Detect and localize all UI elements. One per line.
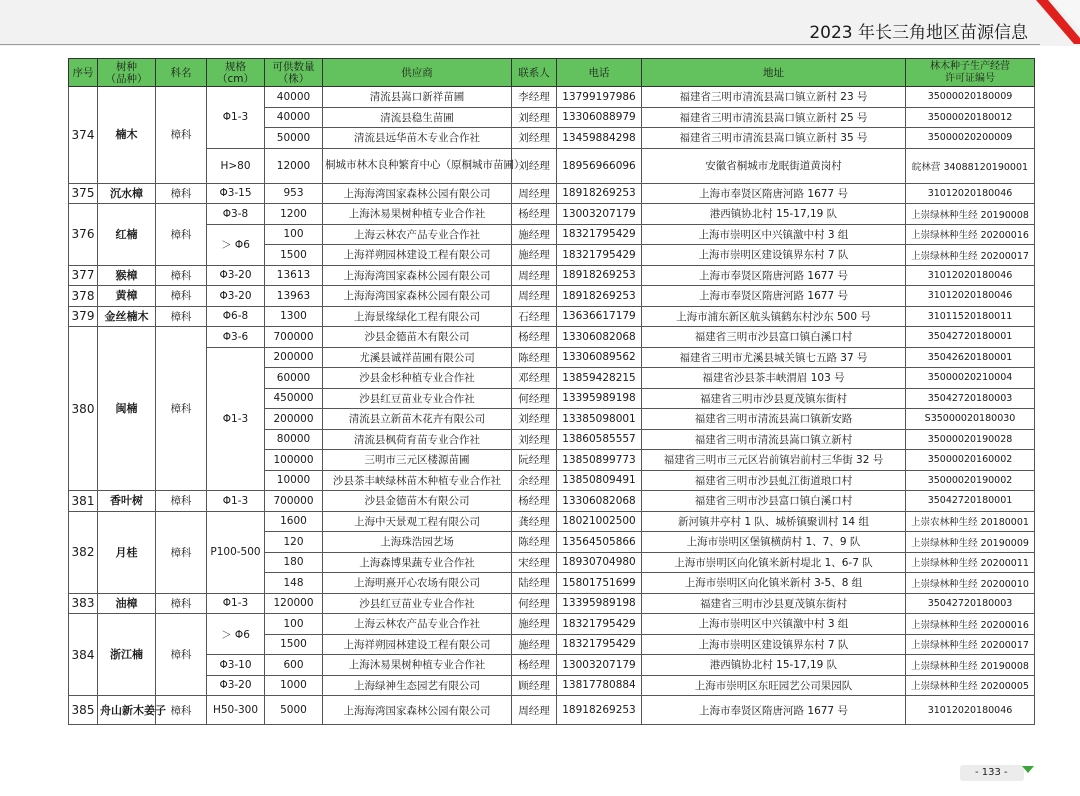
table-row <box>69 286 1035 307</box>
cell-quantity: 40000 <box>265 87 323 108</box>
nursery-table <box>68 58 1035 725</box>
cell-quantity: 180 <box>265 552 323 573</box>
cell-tree-species: 红楠 <box>98 204 156 266</box>
cell-spec: Φ3-20 <box>207 675 265 696</box>
cell-row-no: 375 <box>69 183 98 204</box>
cell-spec: Φ3-10 <box>207 655 265 676</box>
cell-phone: 13636617179 <box>557 306 642 327</box>
cell-family: 樟科 <box>156 593 207 614</box>
cell-contact: 陈经理 <box>512 347 557 368</box>
cell-phone: 13306082068 <box>557 327 642 348</box>
col-header-license: 林木种子生产经营 许可证编号 <box>906 59 1035 87</box>
cell-supplier: 沙县红豆苗业专业合作社 <box>323 593 512 614</box>
cell-phone: 13003207179 <box>557 204 642 225</box>
cell-license: 上崇绿林种生经 20190009 <box>906 532 1035 553</box>
cell-license: 上崇绿林种生经 20190008 <box>906 655 1035 676</box>
cell-address: 上海市奉贤区隋唐河路 1677 号 <box>642 696 906 725</box>
cell-row-no: 374 <box>69 87 98 184</box>
cell-contact: 陆经理 <box>512 573 557 594</box>
cell-license: 31012020180046 <box>906 286 1035 307</box>
cell-supplier: 上海珠浩园艺场 <box>323 532 512 553</box>
cell-license: 上崇绿林种生经 20200016 <box>906 224 1035 245</box>
cell-address: 安徽省桐城市龙眠街道黄岗村 <box>642 148 906 183</box>
cell-license: 31012020180046 <box>906 696 1035 725</box>
cell-row-no: 381 <box>69 491 98 512</box>
cell-phone: 13306088979 <box>557 107 642 128</box>
cell-address: 福建省三明市沙县夏茂镇东街村 <box>642 593 906 614</box>
cell-contact: 施经理 <box>512 224 557 245</box>
cell-tree-species: 沉水樟 <box>98 183 156 204</box>
cell-address: 福建省三明市尤溪县城关镇七五路 37 号 <box>642 347 906 368</box>
col-header-phone: 电话 <box>557 59 642 87</box>
table-row <box>69 614 1035 635</box>
cell-supplier: 上海海湾国家森林公园有限公司 <box>323 696 512 725</box>
cell-contact: 石经理 <box>512 306 557 327</box>
table-row <box>69 224 1035 245</box>
col-header-family: 科名 <box>156 59 207 87</box>
cell-quantity: 450000 <box>265 388 323 409</box>
cell-family: 樟科 <box>156 696 207 725</box>
cell-license: 35000020200009 <box>906 128 1035 149</box>
cell-contact: 周经理 <box>512 265 557 286</box>
cell-quantity: 1600 <box>265 511 323 532</box>
cell-license: 上崇农林种生经 20180001 <box>906 511 1035 532</box>
cell-phone: 13003207179 <box>557 655 642 676</box>
cell-quantity: 80000 <box>265 429 323 450</box>
cell-address: 福建省三明市沙县富口镇白溪口村 <box>642 491 906 512</box>
cell-phone: 18918269253 <box>557 286 642 307</box>
cell-quantity: 120 <box>265 532 323 553</box>
cell-family: 樟科 <box>156 614 207 696</box>
cell-supplier: 沙县红豆苗业专业合作社 <box>323 388 512 409</box>
table-row <box>69 183 1035 204</box>
cell-quantity: 10000 <box>265 470 323 491</box>
cell-phone: 13859428215 <box>557 368 642 389</box>
cell-family: 樟科 <box>156 286 207 307</box>
cell-license: 35042620180001 <box>906 347 1035 368</box>
cell-row-no: 377 <box>69 265 98 286</box>
cell-license: 35000020190002 <box>906 470 1035 491</box>
table-row <box>69 327 1035 348</box>
cell-address: 福建省三明市清流县嵩口镇新安路 <box>642 409 906 430</box>
cell-phone: 15801751699 <box>557 573 642 594</box>
cell-license: 35042720180003 <box>906 388 1035 409</box>
table-row <box>69 204 1035 225</box>
cell-license: 35000020190028 <box>906 429 1035 450</box>
cell-supplier: 上海绿神生态园艺有限公司 <box>323 675 512 696</box>
page-title: 2023 年长三角地区苗源信息 <box>809 23 1028 43</box>
cell-quantity: 700000 <box>265 327 323 348</box>
cell-spec: Φ6-8 <box>207 306 265 327</box>
cell-contact: 周经理 <box>512 286 557 307</box>
cell-supplier: 上海云林农产品专业合作社 <box>323 224 512 245</box>
cell-contact: 周经理 <box>512 183 557 204</box>
cell-phone: 18321795429 <box>557 634 642 655</box>
cell-supplier: 清流县嵩口新祥苗圃 <box>323 87 512 108</box>
cell-address: 新河镇井亭村 1 队、城桥镇聚训村 14 组 <box>642 511 906 532</box>
cell-license: 上崇绿林种生经 20200017 <box>906 634 1035 655</box>
cell-address: 上海市崇明区建设镇界东村 7 队 <box>642 634 906 655</box>
cell-spec: Φ3-15 <box>207 183 265 204</box>
cell-supplier: 上海海湾国家森林公园有限公司 <box>323 286 512 307</box>
cell-supplier: 上海海湾国家森林公园有限公司 <box>323 265 512 286</box>
cell-tree-species: 黄樟 <box>98 286 156 307</box>
cell-phone: 13860585557 <box>557 429 642 450</box>
table-row <box>69 347 1035 368</box>
cell-phone: 18918269253 <box>557 265 642 286</box>
cell-tree-species: 月桂 <box>98 511 156 593</box>
cell-phone: 13564505866 <box>557 532 642 553</box>
cell-quantity: 200000 <box>265 347 323 368</box>
cell-quantity: 100000 <box>265 450 323 471</box>
cell-address: 福建省三明市清流县嵩口镇立新村 25 号 <box>642 107 906 128</box>
cell-row-no: 384 <box>69 614 98 696</box>
cell-phone: 13850899773 <box>557 450 642 471</box>
cell-quantity: 1300 <box>265 306 323 327</box>
cell-contact: 宋经理 <box>512 552 557 573</box>
cell-contact: 周经理 <box>512 696 557 725</box>
cell-quantity: 40000 <box>265 107 323 128</box>
cell-family: 樟科 <box>156 265 207 286</box>
cell-spec: Φ3-20 <box>207 265 265 286</box>
cell-license: S35000020180030 <box>906 409 1035 430</box>
cell-spec: Φ1-3 <box>207 347 265 491</box>
cell-quantity: 60000 <box>265 368 323 389</box>
cell-quantity: 50000 <box>265 128 323 149</box>
cell-spec: ＞ Φ6 <box>207 614 265 655</box>
cell-license: 31012020180046 <box>906 183 1035 204</box>
cell-address: 上海市奉贤区隋唐河路 1677 号 <box>642 265 906 286</box>
cell-supplier: 上海景缘绿化工程有限公司 <box>323 306 512 327</box>
cell-tree-species: 舟山新木姜子 <box>98 696 156 725</box>
cell-license: 35042720180001 <box>906 327 1035 348</box>
cell-license: 35042720180003 <box>906 593 1035 614</box>
cell-row-no: 379 <box>69 306 98 327</box>
cell-phone: 13817780884 <box>557 675 642 696</box>
cell-row-no: 382 <box>69 511 98 593</box>
cell-address: 福建省三明市沙县夏茂镇东街村 <box>642 388 906 409</box>
cell-contact: 余经理 <box>512 470 557 491</box>
cell-phone: 13385098001 <box>557 409 642 430</box>
cell-phone: 13306089562 <box>557 347 642 368</box>
cell-address: 上海市崇明区中兴镇激中村 3 组 <box>642 614 906 635</box>
cell-address: 福建省三明市三元区岩前镇岩前村三华街 32 号 <box>642 450 906 471</box>
cell-supplier: 上海森博果蔬专业合作社 <box>323 552 512 573</box>
cell-quantity: 100 <box>265 224 323 245</box>
cell-license: 上崇绿林种生经 20200016 <box>906 614 1035 635</box>
cell-address: 福建省三明市沙县富口镇白溪口村 <box>642 327 906 348</box>
table-row <box>69 511 1035 532</box>
cell-phone: 18321795429 <box>557 224 642 245</box>
cell-supplier: 沙县金德苗木有限公司 <box>323 327 512 348</box>
header-rule <box>0 44 1040 45</box>
cell-supplier: 上海云林农产品专业合作社 <box>323 614 512 635</box>
cell-spec: H>80 <box>207 148 265 183</box>
cell-contact: 陈经理 <box>512 532 557 553</box>
cell-quantity: 1200 <box>265 204 323 225</box>
cell-license: 上崇绿林种生经 20200005 <box>906 675 1035 696</box>
cell-phone: 18321795429 <box>557 245 642 266</box>
cell-supplier: 清流县立新苗木花卉有限公司 <box>323 409 512 430</box>
cell-supplier: 沙县茶丰峡绿林苗木种植专业合作社 <box>323 470 512 491</box>
cell-phone: 18918269253 <box>557 183 642 204</box>
cell-license: 上崇绿林种生经 20200017 <box>906 245 1035 266</box>
cell-phone: 13799197986 <box>557 87 642 108</box>
cell-quantity: 13613 <box>265 265 323 286</box>
cell-supplier: 上海祥朔园林建设工程有限公司 <box>323 634 512 655</box>
table-row <box>69 306 1035 327</box>
cell-quantity: 100 <box>265 614 323 635</box>
table-row <box>69 87 1035 108</box>
cell-phone: 18021002500 <box>557 511 642 532</box>
cell-tree-species: 猴樟 <box>98 265 156 286</box>
cell-license: 35000020180012 <box>906 107 1035 128</box>
cell-quantity: 148 <box>265 573 323 594</box>
cell-family: 樟科 <box>156 306 207 327</box>
cell-address: 上海市崇明区东旺园艺公司果园队 <box>642 675 906 696</box>
cell-row-no: 385 <box>69 696 98 725</box>
cell-address: 福建省三明市清流县嵩口镇立新村 35 号 <box>642 128 906 149</box>
corner-accent <box>990 0 1080 46</box>
col-header-spec: 规格 （cm） <box>207 59 265 87</box>
cell-address: 港西镇协北村 15-17,19 队 <box>642 204 906 225</box>
cell-address: 上海市浦东新区航头镇鹤东村沙东 500 号 <box>642 306 906 327</box>
cell-quantity: 700000 <box>265 491 323 512</box>
cell-address: 上海市奉贤区隋唐河路 1677 号 <box>642 286 906 307</box>
table-body <box>69 87 1035 725</box>
cell-license: 上崇绿林种生经 20200010 <box>906 573 1035 594</box>
cell-contact: 杨经理 <box>512 655 557 676</box>
cell-family: 樟科 <box>156 87 207 184</box>
table-row <box>69 491 1035 512</box>
cell-supplier: 清流县远华苗木专业合作社 <box>323 128 512 149</box>
cell-supplier: 上海明熹开心农场有限公司 <box>323 573 512 594</box>
cell-license: 35000020210004 <box>906 368 1035 389</box>
table-row <box>69 655 1035 676</box>
cell-tree-species: 金丝楠木 <box>98 306 156 327</box>
col-header-no: 序号 <box>69 59 98 87</box>
cell-spec: ＞ Φ6 <box>207 224 265 265</box>
cell-contact: 何经理 <box>512 593 557 614</box>
cell-license: 31012020180046 <box>906 265 1035 286</box>
cell-quantity: 200000 <box>265 409 323 430</box>
cell-supplier: 沙县金德苗木有限公司 <box>323 491 512 512</box>
cell-supplier: 清流县枫荷育苗专业合作社 <box>323 429 512 450</box>
page-number: - 133 - <box>975 767 1008 778</box>
cell-phone: 13395989198 <box>557 593 642 614</box>
cell-family: 樟科 <box>156 327 207 491</box>
cell-contact: 施经理 <box>512 614 557 635</box>
col-header-supplier: 供应商 <box>323 59 512 87</box>
cell-phone: 18321795429 <box>557 614 642 635</box>
cell-supplier: 桐城市林木良种繁育中心（原桐城市苗圃） <box>323 148 512 183</box>
cell-quantity: 12000 <box>265 148 323 183</box>
cell-quantity: 13963 <box>265 286 323 307</box>
cell-license: 31011520180011 <box>906 306 1035 327</box>
table-row <box>69 675 1035 696</box>
cell-quantity: 1000 <box>265 675 323 696</box>
cell-contact: 刘经理 <box>512 409 557 430</box>
cell-spec: P100-500 <box>207 511 265 593</box>
cell-contact: 刘经理 <box>512 128 557 149</box>
cell-license: 35000020160002 <box>906 450 1035 471</box>
cell-license: 上崇绿林种生经 20200011 <box>906 552 1035 573</box>
cell-quantity: 1500 <box>265 634 323 655</box>
col-header-address: 地址 <box>642 59 906 87</box>
cell-family: 樟科 <box>156 511 207 593</box>
cell-address: 上海市崇明区中兴镇激中村 3 组 <box>642 224 906 245</box>
cell-supplier: 上海沐易果树种植专业合作社 <box>323 204 512 225</box>
cell-quantity: 1500 <box>265 245 323 266</box>
table-row <box>69 148 1035 183</box>
cell-contact: 李经理 <box>512 87 557 108</box>
cell-address: 上海市崇明区向化镇米新村堤北 1、6-7 队 <box>642 552 906 573</box>
cell-quantity: 120000 <box>265 593 323 614</box>
cell-phone: 18918269253 <box>557 696 642 725</box>
cell-supplier: 沙县金杉种植专业合作社 <box>323 368 512 389</box>
table-row <box>69 265 1035 286</box>
cell-row-no: 383 <box>69 593 98 614</box>
cell-family: 樟科 <box>156 183 207 204</box>
page-triangle-icon <box>1022 766 1034 774</box>
cell-contact: 杨经理 <box>512 491 557 512</box>
cell-phone: 18930704980 <box>557 552 642 573</box>
cell-supplier: 上海沐易果树种植专业合作社 <box>323 655 512 676</box>
cell-contact: 刘经理 <box>512 107 557 128</box>
cell-tree-species: 油樟 <box>98 593 156 614</box>
cell-supplier: 上海祥朔园林建设工程有限公司 <box>323 245 512 266</box>
cell-address: 上海市奉贤区隋唐河路 1677 号 <box>642 183 906 204</box>
cell-contact: 杨经理 <box>512 327 557 348</box>
cell-tree-species: 闽楠 <box>98 327 156 491</box>
cell-supplier: 上海海湾国家森林公园有限公司 <box>323 183 512 204</box>
cell-license: 皖林营 34088120190001 <box>906 148 1035 183</box>
cell-supplier: 三明市三元区楼源苗圃 <box>323 450 512 471</box>
col-header-species: 树种 （品种） <box>98 59 156 87</box>
cell-address: 福建省沙县茶丰峡渭眉 103 号 <box>642 368 906 389</box>
cell-contact: 邓经理 <box>512 368 557 389</box>
cell-supplier: 清流县稳生苗圃 <box>323 107 512 128</box>
cell-quantity: 600 <box>265 655 323 676</box>
cell-spec: Φ3-8 <box>207 204 265 225</box>
cell-address: 上海市崇明区堡镇横荫村 1、7、9 队 <box>642 532 906 553</box>
cell-tree-species: 浙江楠 <box>98 614 156 696</box>
cell-spec: H50-300 <box>207 696 265 725</box>
cell-license: 35000020180009 <box>906 87 1035 108</box>
cell-address: 上海市崇明区建设镇界东村 7 队 <box>642 245 906 266</box>
cell-quantity: 5000 <box>265 696 323 725</box>
cell-license: 35042720180001 <box>906 491 1035 512</box>
col-header-quantity: 可供数量 （株） <box>265 59 323 87</box>
cell-row-no: 378 <box>69 286 98 307</box>
cell-tree-species: 香叶树 <box>98 491 156 512</box>
cell-spec: Φ1-3 <box>207 593 265 614</box>
cell-phone: 18956966096 <box>557 148 642 183</box>
table-row <box>69 593 1035 614</box>
cell-address: 福建省三明市清流县嵩口镇立新村 23 号 <box>642 87 906 108</box>
cell-phone: 13850809491 <box>557 470 642 491</box>
cell-contact: 顾经理 <box>512 675 557 696</box>
cell-supplier: 上海中天景观工程有限公司 <box>323 511 512 532</box>
cell-spec: Φ3-20 <box>207 286 265 307</box>
cell-phone: 13395989198 <box>557 388 642 409</box>
cell-contact: 刘经理 <box>512 148 557 183</box>
cell-family: 樟科 <box>156 204 207 266</box>
cell-contact: 施经理 <box>512 245 557 266</box>
cell-contact: 杨经理 <box>512 204 557 225</box>
cell-contact: 阮经理 <box>512 450 557 471</box>
cell-tree-species: 楠木 <box>98 87 156 184</box>
cell-contact: 施经理 <box>512 634 557 655</box>
cell-row-no: 376 <box>69 204 98 266</box>
cell-address: 福建省三明市沙县虬江街道琅口村 <box>642 470 906 491</box>
cell-row-no: 380 <box>69 327 98 491</box>
cell-phone: 13459884298 <box>557 128 642 149</box>
cell-contact: 刘经理 <box>512 429 557 450</box>
table-row <box>69 696 1035 725</box>
cell-family: 樟科 <box>156 491 207 512</box>
table-header-row <box>69 59 1035 87</box>
cell-contact: 龚经理 <box>512 511 557 532</box>
cell-address: 福建省三明市清流县嵩口镇立新村 <box>642 429 906 450</box>
cell-supplier: 尤溪县诚祥苗圃有限公司 <box>323 347 512 368</box>
cell-address: 港西镇协北村 15-17,19 队 <box>642 655 906 676</box>
cell-address: 上海市崇明区向化镇米新村 3-5、8 组 <box>642 573 906 594</box>
cell-quantity: 953 <box>265 183 323 204</box>
cell-license: 上崇绿林种生经 20190008 <box>906 204 1035 225</box>
col-header-contact: 联系人 <box>512 59 557 87</box>
cell-spec: Φ3-6 <box>207 327 265 348</box>
cell-contact: 何经理 <box>512 388 557 409</box>
cell-spec: Φ1-3 <box>207 87 265 149</box>
cell-spec: Φ1-3 <box>207 491 265 512</box>
cell-phone: 13306082068 <box>557 491 642 512</box>
